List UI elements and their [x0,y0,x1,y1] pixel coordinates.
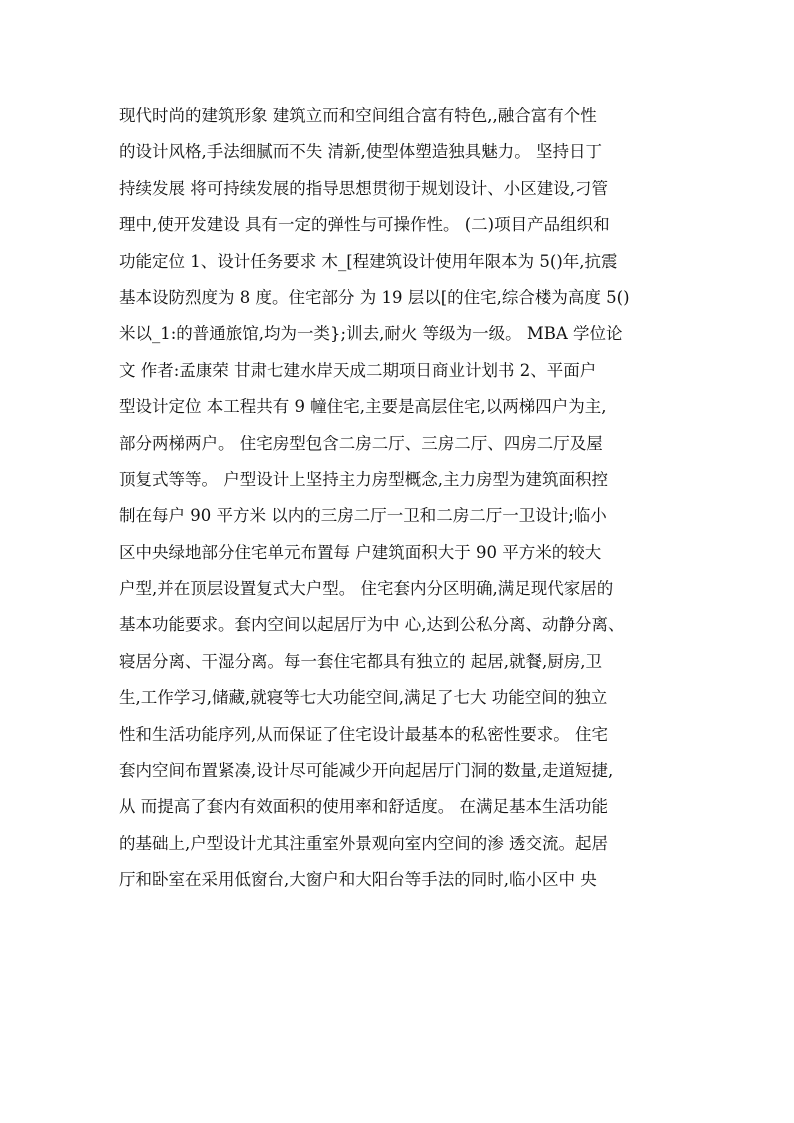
text-line-11: 顶复式等等。 户型设计上坚持主力房型概念,主力房型为建筑面积控 [119,469,608,489]
text-line-3: 持续发展 将可持续发展的指导思想贯彻于规划设计、小区建设,刁管 [119,178,608,198]
text-line-1: 现代时尚的建筑形象 建筑立而和空间组合富有特色,,融合富有个性 [119,106,597,125]
body-text [119,98,689,899]
text-line-4: 理中,使开发建设 具有一定的弹性与可操作性。 (二)项目产品组织和 [119,215,610,235]
text-line-14: 户型,并在顶层设置复式大户型。 住宅套内分区明确,满足现代家居的 [119,579,614,599]
text-line-12: 制在每户 90 平方米 以内的三房二厅一卫和二房二厅一卫设计;临小 [119,506,607,526]
text-line-18: 性和生活功能序列,从而保证了住宅设计最基本的私密性要求。 住宅 [119,724,608,744]
text-line-8: 文 作者:孟康荣 甘肃七建水岸天成二期项日商业计划书 2、平面户 [119,360,597,380]
text-line-17: 生,工作学习,储藏,就寝等七大功能空间,满足了七大 功能空间的独立 [119,688,608,708]
text-line-22: 厅和卧室在采用低窗台,大窗户和大阳台等手法的同时,临小区中 央 [119,870,597,890]
text-line-20: 从 而提高了套内有效面积的使用率和舒适度。 在满足基本生活功能 [119,797,608,817]
text-line-9: 型设计定位 本工程共有 9 幢住宅,主要是高层住宅,以两梯四户为主, [119,397,607,417]
text-line-21: 的基础上,户型设计尤其注重室外景观向室内空间的渗 透交流。起居 [119,833,608,853]
text-line-7: 米以_1:的普通旅馆,均为一类};训去,耐火 等级为一级。 MBA 学位论 [119,324,623,344]
text-line-10: 部分两梯两户。 住宅房型包含二房二厅、三房二厅、四房二厅及屋 [119,433,603,453]
text-line-19: 套内空间布置紧凑,设计尽可能减少开向起居厅门洞的数量,走道短捷, [119,761,614,781]
text-line-5: 功能定位 1、设计任务要求 木_[程建筑设计使用年限本为 5()年,抗震 [119,251,618,271]
text-line-6: 基本设防烈度为 8 度。住宅部分 为 19 层以[的住宅,综合楼为高度 5() [119,287,630,307]
text-line-16: 寝居分离、干湿分离。每一套住宅都具有独立的 起居,就餐,厨房,卫 [119,651,602,671]
text-line-2: 的设计风格,手法细腻而不失 清新,使型体塑造独具魅力。 坚持日丁 [119,142,602,162]
text-line-15: 基本功能要求。套内空间以起居厅为中 心,达到公私分离、动静分离、 [119,615,625,635]
text-line-13: 区中央绿地部分住宅单元布置每 户建筑面积大于 90 平方米的较大 [119,542,602,562]
